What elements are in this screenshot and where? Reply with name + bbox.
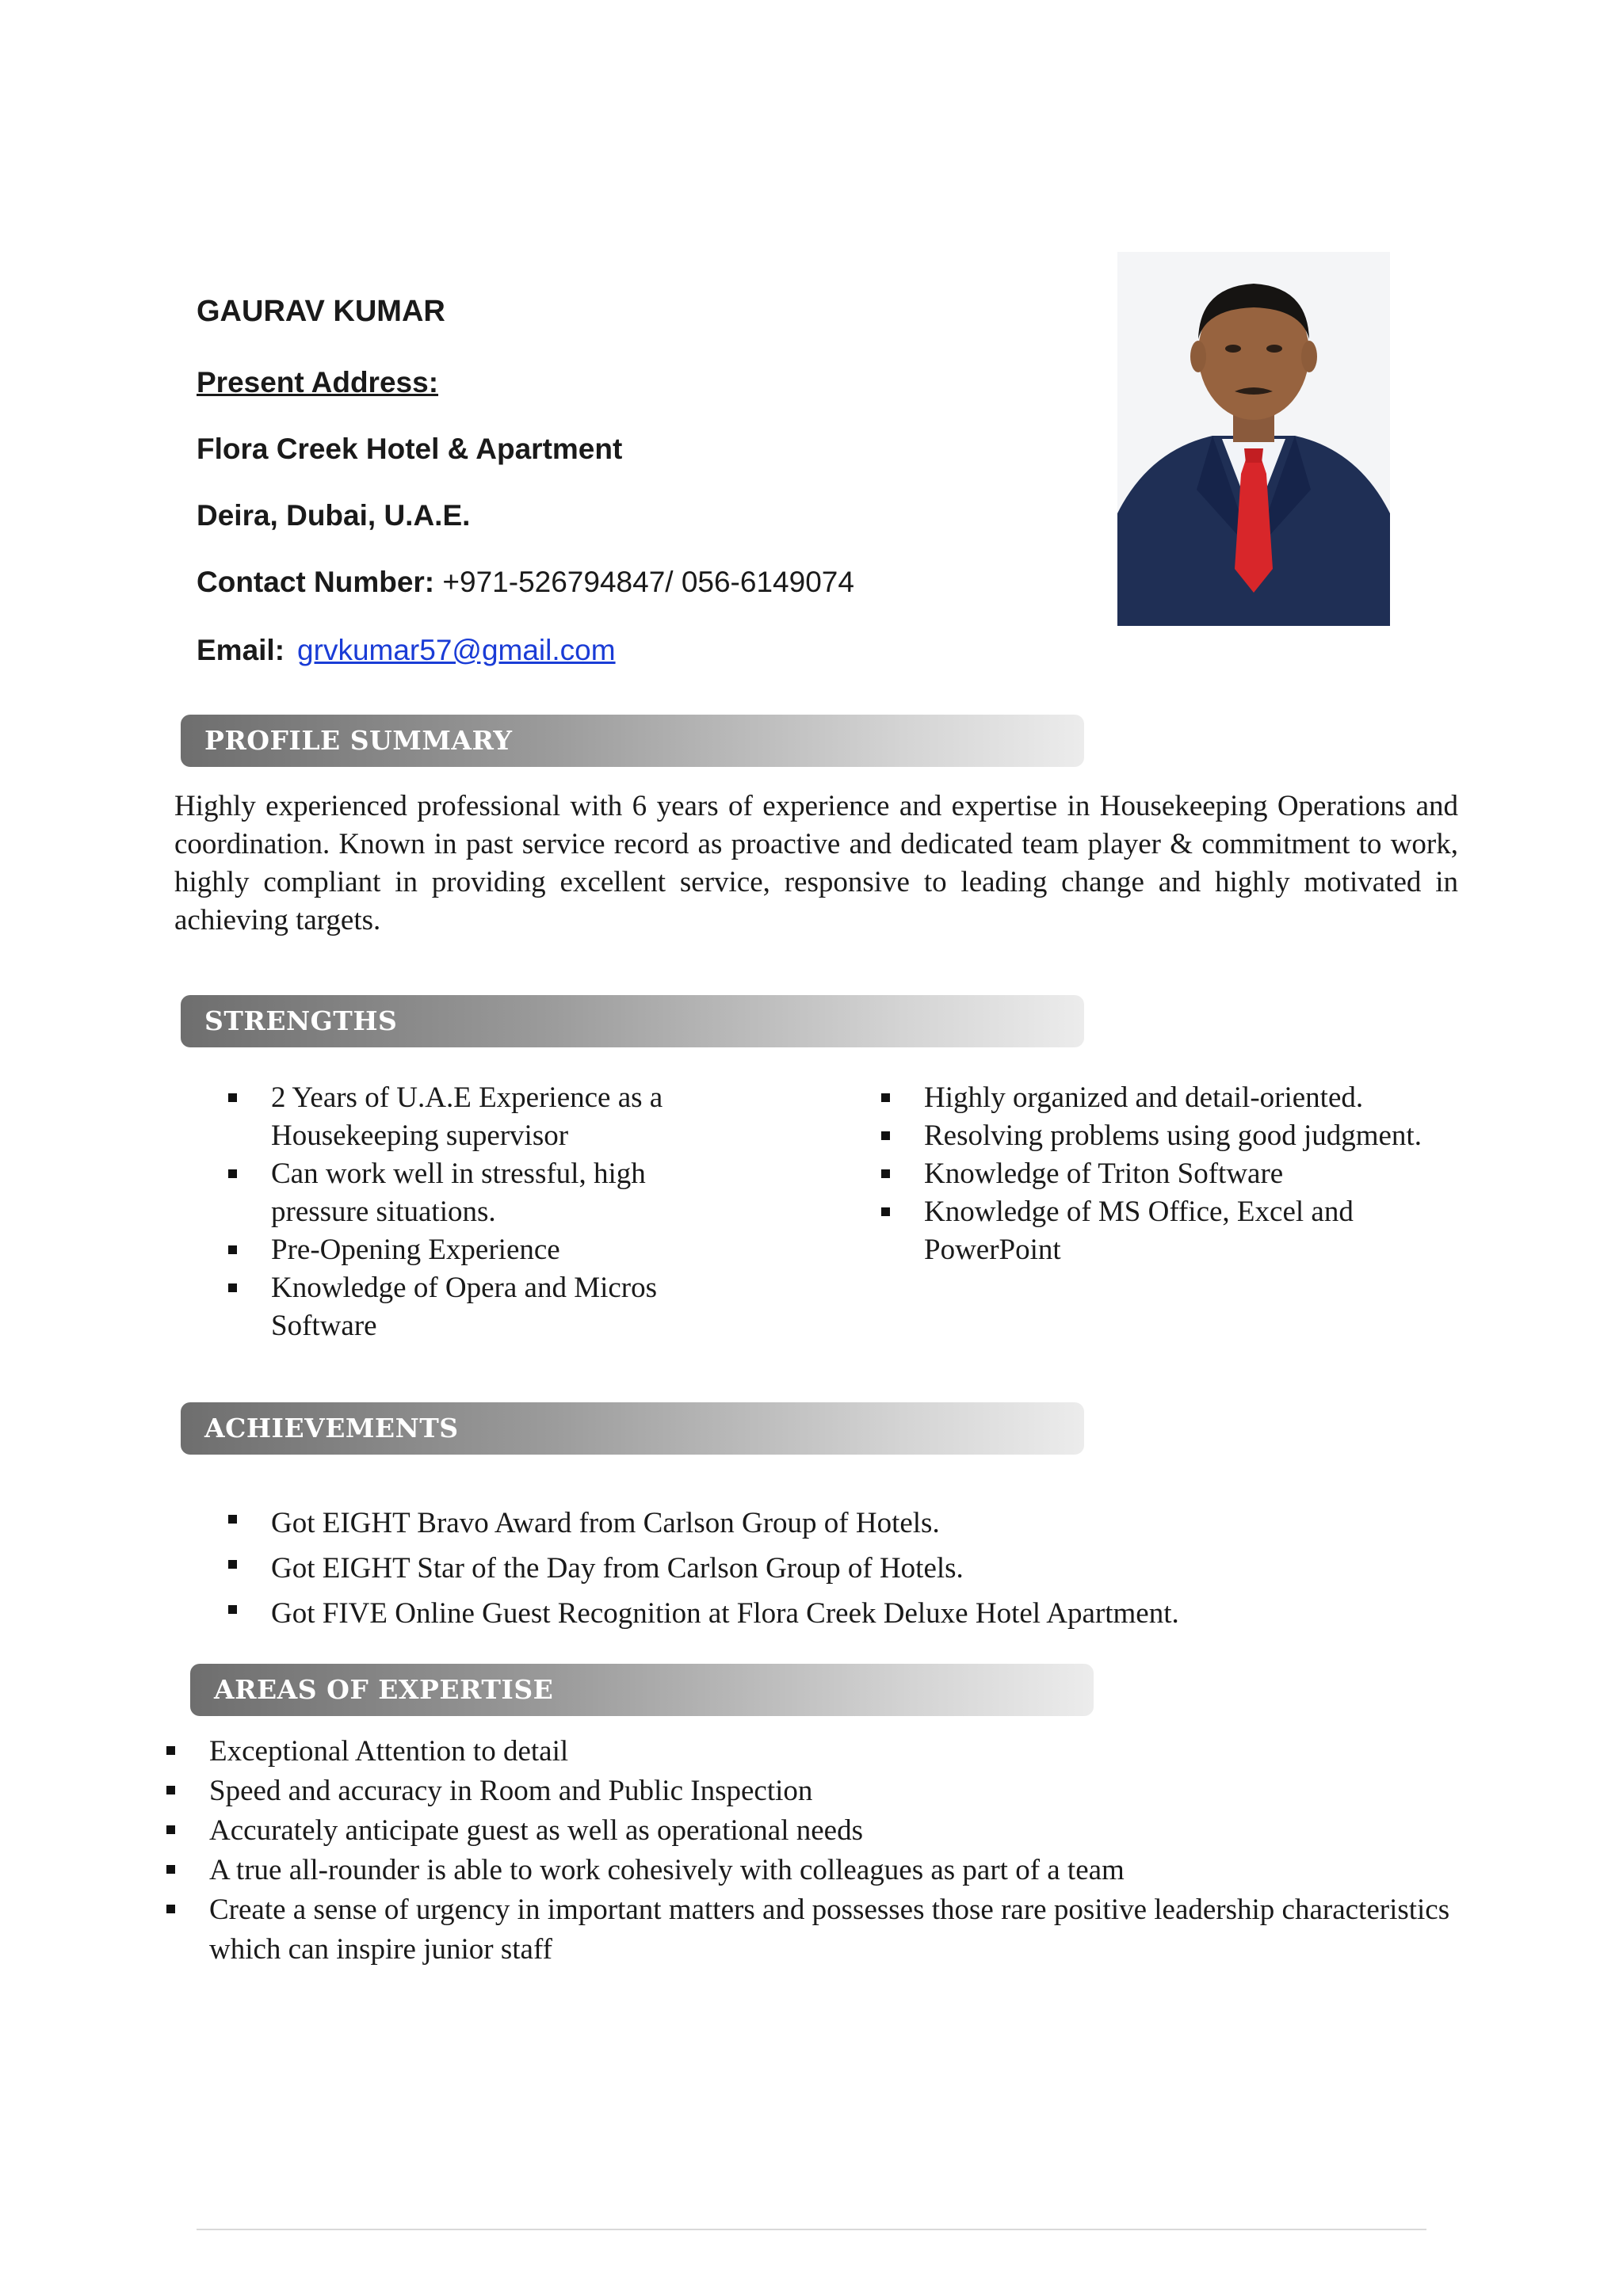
list-item: Exceptional Attention to detail xyxy=(162,1732,1461,1772)
list-item: Pre-Opening Experience xyxy=(223,1231,731,1269)
list-item: A true all-rounder is able to work cohesively with colleagues as part of a team xyxy=(162,1851,1461,1890)
contact-label: Contact Number: xyxy=(197,566,435,598)
contact-value: +971-526794847/ 056-6149074 xyxy=(434,566,854,598)
candidate-name: GAURAV KUMAR xyxy=(197,295,445,328)
strengths-heading: STRENGTHS xyxy=(181,995,1084,1047)
address-line-2: Deira, Dubai, U.A.E. xyxy=(197,499,471,532)
contact-number-row xyxy=(197,566,854,599)
list-item: Accurately anticipate guest as well as operational needs xyxy=(162,1811,1461,1851)
list-item: Can work well in stressful, high pressure situations. xyxy=(223,1155,731,1231)
expertise-list xyxy=(162,1732,1461,1970)
profile-summary-heading: PROFILE SUMMARY xyxy=(181,715,1084,767)
list-item: 2 Years of U.A.E Experience as a Housekeeping supervisor xyxy=(223,1079,731,1155)
list-item: Create a sense of urgency in important matters and possesses those rare positive leadership characteristics which can inspire junior staff xyxy=(162,1890,1461,1970)
email-row xyxy=(197,634,616,667)
portrait-illustration xyxy=(1117,252,1390,626)
list-item: Got EIGHT Bravo Award from Carlson Group of Hotels. xyxy=(223,1501,1460,1546)
list-item: Highly organized and detail-oriented. xyxy=(876,1079,1447,1117)
profile-photo xyxy=(1117,252,1390,626)
list-item: Resolving problems using good judgment. xyxy=(876,1117,1447,1155)
list-item: Got FIVE Online Guest Recognition at Flora Creek Deluxe Hotel Apartment. xyxy=(223,1591,1460,1636)
footer-divider xyxy=(197,2229,1426,2230)
list-item: Knowledge of Opera and Micros Software xyxy=(223,1269,731,1345)
achievements-list xyxy=(223,1501,1460,1636)
email-label: Email: xyxy=(197,634,285,666)
address-label: Present Address: xyxy=(197,366,439,399)
profile-summary-text: Highly experienced professional with 6 years of experience and expertise in Housekeeping Operations and coordination. Known in past service record as proactive and dedicated team player & commitment to work, highly compliant in providing excellent service, responsive to leading change and highly motivated in achieving targets. xyxy=(174,790,1458,936)
list-item: Speed and accuracy in Room and Public Inspection xyxy=(162,1772,1461,1811)
strengths-left-list xyxy=(223,1079,731,1345)
expertise-heading: AREAS OF EXPERTISE xyxy=(190,1664,1094,1716)
list-item: Knowledge of Triton Software xyxy=(876,1155,1447,1193)
achievements-heading: ACHIEVEMENTS xyxy=(181,1402,1084,1455)
address-line-1: Flora Creek Hotel & Apartment xyxy=(197,433,623,465)
strengths-right-list xyxy=(876,1079,1447,1269)
list-item: Knowledge of MS Office, Excel and PowerPoint xyxy=(876,1193,1447,1269)
list-item: Got EIGHT Star of the Day from Carlson Group of Hotels. xyxy=(223,1546,1460,1591)
email-link[interactable]: grvkumar57@gmail.com xyxy=(297,634,616,666)
